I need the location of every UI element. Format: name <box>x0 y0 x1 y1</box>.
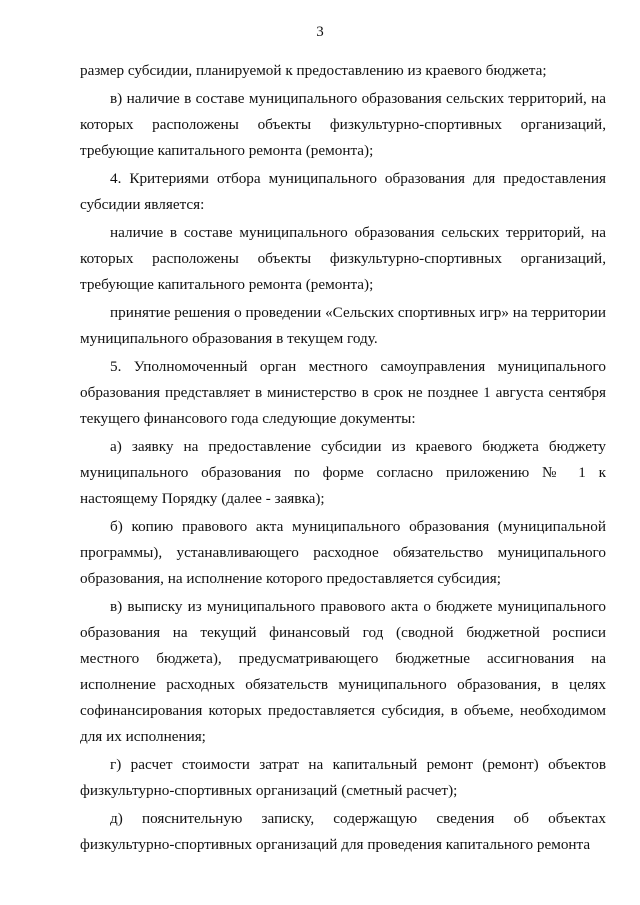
document-body <box>80 58 606 858</box>
paragraph-subsidy-size: размер субсидии, планируемой к предоставлению из краевого бюджета; <box>80 62 547 79</box>
page-number: 3 <box>316 24 324 40</box>
paragraph-criteria-rural: наличие в составе муниципального образования сельских территорий, на которых расположены объекты физкультурно-спортивных организаций, требующие капитального ремонта (ремонта); <box>80 224 606 293</box>
paragraph-4-criteria: 4. Критериями отбора муниципального образования для предоставления субсидии является: <box>80 170 606 213</box>
paragraph-criteria-games: принятие решения о проведении «Сельских спортивных игр» на территории муниципального образования в текущем году. <box>80 304 606 347</box>
paragraph-item-v-rural: в) наличие в составе муниципального образования сельских территорий, на которых расположены объекты физкультурно-спортивных организаций, требующие капитального ремонта (ремонта); <box>80 90 606 159</box>
paragraph-item-v-budget-extract: в) выписку из муниципального правового акта о бюджете муниципального образования на текущий финансовый год (сводной бюджетной росписи местного бюджета), предусматривающего бюджетные ассигнования на исполнение расходных обязательств муниципального образования, в целях софинансирования которых предоставляется субсидия, в объеме, необходимом для их исполнения; <box>80 598 606 745</box>
paragraph-item-b-legal-act: б) копию правового акта муниципального образования (муниципальной программы), устанавливающего расходное обязательство муниципального образования, на исполнение которого предоставляется субсидия; <box>80 518 606 587</box>
paragraph-5-authorized-body: 5. Уполномоченный орган местного самоуправления муниципального образования представляет в министерство в срок не позднее 1 августа сентября текущего финансового года следующие документы: <box>80 358 606 427</box>
paragraph-item-g-cost-estimate: г) расчет стоимости затрат на капитальный ремонт (ремонт) объектов физкультурно-спортивных организаций (сметный расчет); <box>80 756 606 799</box>
paragraph-item-a-application: а) заявку на предоставление субсидии из краевого бюджета бюджету муниципального образования по форме согласно приложению № 1 к настоящему Порядку (далее - заявка); <box>80 438 606 507</box>
paragraph-item-d-explanatory-note: д) пояснительную записку, содержащую сведения об объектах физкультурно-спортивных организаций для проведения капитального ремонта <box>80 810 606 853</box>
